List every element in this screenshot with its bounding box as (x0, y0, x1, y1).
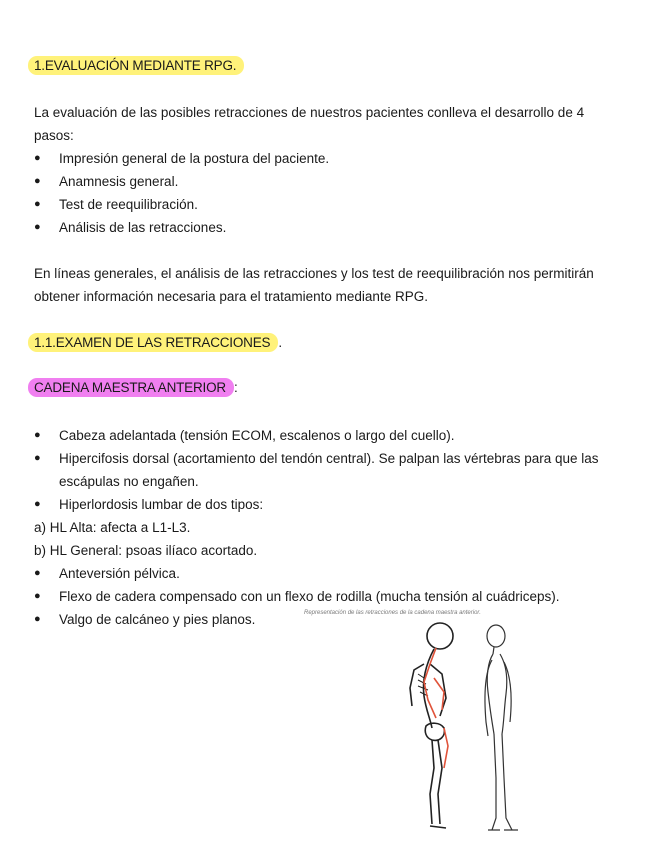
list-item: ● Impresión general de la postura del paciente. (34, 147, 624, 170)
cadena-heading (28, 378, 238, 397)
section-1-1-title: 1.1.EXAMEN DE LAS RETRACCIONES (28, 333, 278, 352)
list-item: ● Cabeza adelantada (tensión ECOM, escalenos o largo del cuello). (34, 424, 614, 447)
section-1-intro: La evaluación de las posibles retracciones de nuestros pacientes conlleva el desarrollo de 4 pasos: (34, 105, 585, 143)
list-item: ● Análisis de las retracciones. (34, 216, 624, 239)
section-1-title: 1.EVALUACIÓN MEDIANTE RPG. (28, 56, 244, 75)
list-subitem: a) HL Alta: afecta a L1-L3. (34, 520, 191, 535)
section-1-summary: En líneas generales, el análisis de las retracciones y los test de reequilibración nos permitirán obtener información necesaria para el tratamiento mediante RPG. (34, 266, 594, 304)
list-item: ● Valgo de calcáneo y pies planos. (34, 608, 614, 631)
list-item: ● Flexo de cadera compensado con un flexo de rodilla (mucha tensión al cuádriceps). (34, 585, 614, 608)
posture-figure (400, 618, 540, 840)
section-1-heading (28, 56, 244, 75)
cadena-list (34, 424, 614, 631)
list-item: ● Test de reequilibración. (34, 193, 624, 216)
list-item: ● Hiperlordosis lumbar de dos tipos: (34, 493, 614, 516)
cadena-title-suffix: : (233, 380, 238, 395)
list-subitem: b) HL General: psoas ilíaco acortado. (34, 543, 258, 558)
standing-figure (485, 625, 518, 830)
figure-caption: Representación de las retracciones de la cadena maestra anterior. (304, 610, 481, 616)
steps-list (34, 147, 624, 239)
cadena-title: CADENA MAESTRA ANTERIOR (28, 378, 234, 397)
list-item: ● Anamnesis general. (34, 170, 624, 193)
list-item: ● Anteversión pélvica. (34, 562, 614, 585)
section-1-1-heading (28, 333, 282, 352)
section-1-1-title-suffix: . (278, 335, 283, 350)
list-item: ● Hipercifosis dorsal (acortamiento del tendón central). Se palpan las vértebras para que las escápulas no engañen. (34, 447, 614, 493)
skeleton-figure (410, 623, 453, 828)
